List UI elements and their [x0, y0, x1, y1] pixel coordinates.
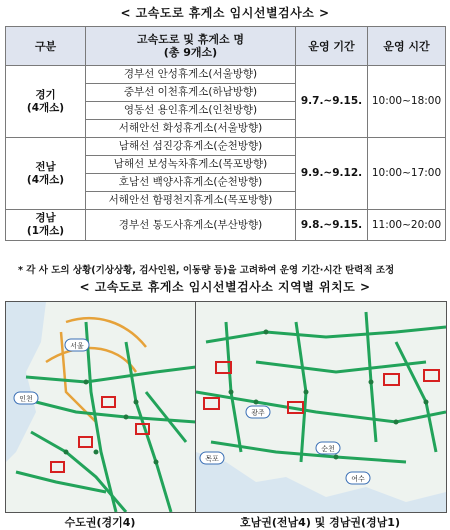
rest-area-cell: 남해선 섬진강휴게소(순천방향) [86, 138, 296, 156]
table-header-row [6, 27, 446, 66]
header-hours: 운영 시간 [368, 27, 446, 66]
rest-area-cell: 중부선 이천휴게소(하남방향) [86, 84, 296, 102]
header-division: 구분 [6, 27, 86, 66]
maps-title: < 고속도로 휴게소 임시선별검사소 지역별 위치도 > [79, 280, 371, 294]
capital-area-map-graphic [6, 302, 196, 512]
capital-area-map [5, 301, 197, 513]
honam-yeongnam-map [195, 301, 447, 513]
schedule-title: < 고속도로 휴게소 임시선별검사소 > [120, 6, 330, 20]
hours-cell: 10:00~18:00 [368, 66, 446, 138]
region-count: (4개소) [26, 101, 65, 114]
region-name: 경남 [35, 212, 56, 224]
map-label-suncheon: 순천 [321, 445, 335, 453]
rest-area-cell: 서해안선 함평천지휴게소(목포방향) [86, 192, 296, 210]
hours-cell: 11:00~20:00 [368, 210, 446, 241]
region-name: 경기 [35, 88, 56, 101]
header-rest-area-line1: 고속도로 및 휴게소 명 [136, 33, 245, 46]
region-count: (1개소) [26, 225, 65, 237]
rest-area-cell: 경부선 통도사휴게소(부산방향) [86, 210, 296, 241]
right-map-caption: 호남권(전남4) 및 경남권(경남1) [240, 516, 400, 529]
map-label-seoul: 서울 [70, 342, 84, 350]
period-cell: 9.7.~9.15. [296, 66, 368, 138]
honam-yeongnam-map-graphic [196, 302, 446, 512]
maps-section [5, 301, 445, 529]
map-label-mokpo: 목포 [205, 455, 219, 463]
period-cell: 9.9.~9.12. [296, 138, 368, 210]
rest-area-cell: 경부선 안성휴게소(서울방향) [86, 66, 296, 84]
adjustment-note: * 각 사 도의 상황(기상상황, 검사인원, 이동량 등)을 고려하여 운영 기간·시간 탄력적 조정 [18, 265, 395, 276]
region-name: 전남 [35, 160, 56, 173]
table-row [6, 210, 446, 241]
period-cell: 9.8.~9.15. [296, 210, 368, 241]
table-row [6, 138, 446, 156]
region-count: (4개소) [26, 173, 65, 186]
map-label-gwangju: 광주 [251, 409, 265, 417]
table-row [6, 66, 446, 84]
map-label-incheon: 인천 [19, 395, 33, 403]
rest-area-cell: 영동선 용인휴게소(인천방향) [86, 102, 296, 120]
left-map-caption: 수도권(경기4) [64, 516, 136, 529]
schedule-table [5, 26, 446, 241]
region-cell [6, 210, 86, 241]
region-cell [6, 66, 86, 138]
map-label-yeosu: 여수 [351, 475, 365, 483]
header-period: 운영 기간 [296, 27, 368, 66]
rest-area-cell: 호남선 백양사휴게소(순천방향) [86, 174, 296, 192]
header-rest-area [86, 27, 296, 66]
rest-area-cell: 남해선 보성녹차휴게소(목포방향) [86, 156, 296, 174]
region-cell [6, 138, 86, 210]
hours-cell: 10:00~17:00 [368, 138, 446, 210]
header-rest-area-line2: (총 9개소) [163, 46, 218, 59]
rest-area-cell: 서해안선 화성휴게소(서울방향) [86, 120, 296, 138]
